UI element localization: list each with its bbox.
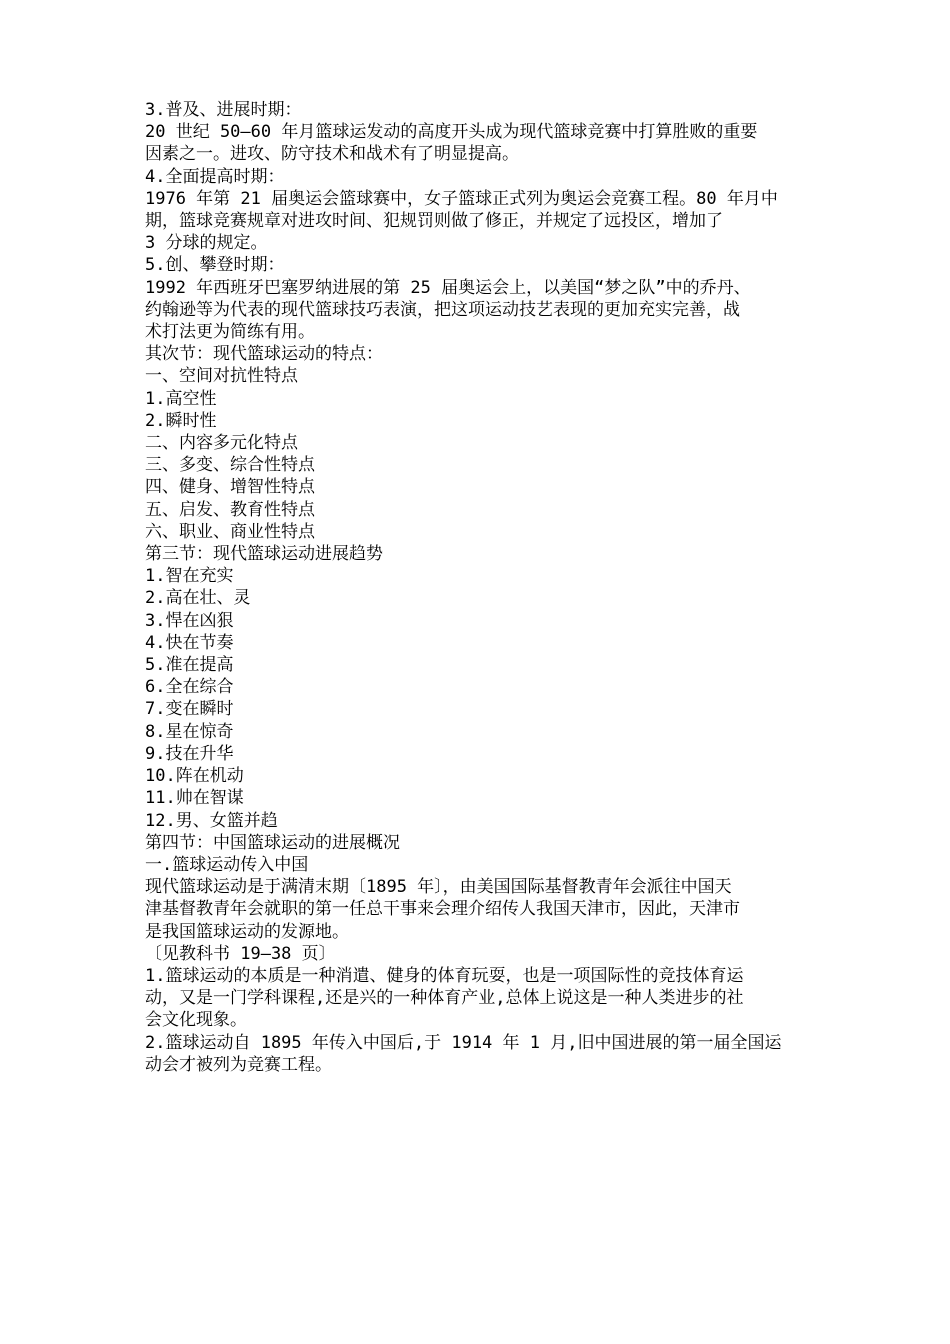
list-item: 4.快在节奏 <box>145 632 234 653</box>
paragraph-line: 1976 年第 21 届奥运会篮球赛中，女子篮球正式列为奥运会竞赛工程。80 年月中 <box>145 188 778 209</box>
list-item: 12.男、女篮并趋 <box>145 810 278 831</box>
list-item: 10.阵在机动 <box>145 766 244 787</box>
paragraph-line: 3 分球的规定。 <box>145 233 268 254</box>
list-item: 1.高空性 <box>145 388 217 409</box>
chapter-heading: 第四节：中国篮球运动的进展概况 <box>145 832 400 853</box>
paragraph-line: 术打法更为简练有用。 <box>145 322 315 343</box>
list-item: 2.瞬时性 <box>145 410 217 431</box>
section-heading: 5.创、攀登时期： <box>145 255 285 276</box>
paragraph-line: 期，篮球竞赛规章对进攻时间、犯规罚则做了修正，并规定了远投区，增加了 <box>145 211 723 232</box>
chapter-heading: 其次节：现代篮球运动的特点： <box>145 344 383 365</box>
paragraph-line: 动，又是一门学科课程,还是兴的一种体育产业,总体上说这是一种人类进步的社 <box>145 988 744 1009</box>
list-item: 6.全在综合 <box>145 677 234 698</box>
list-item: 四、健身、增智性特点 <box>145 477 315 498</box>
paragraph-line: 会文化现象。 <box>145 1010 247 1031</box>
section-heading: 4.全面提高时期： <box>145 166 285 187</box>
list-item: 二、内容多元化特点 <box>145 433 298 454</box>
list-item: 3.悍在凶狠 <box>145 610 234 631</box>
document-page <box>145 99 810 1076</box>
list-item: 7.变在瞬时 <box>145 699 234 720</box>
list-item: 1.智在充实 <box>145 566 234 587</box>
section-heading: 一.篮球运动传入中国 <box>145 854 309 875</box>
list-item: 六、职业、商业性特点 <box>145 521 315 542</box>
reference-note: 〔见教科书 19—38 页〕 <box>145 943 336 964</box>
section-heading: 3.普及、进展时期： <box>145 100 302 120</box>
paragraph-line: 是我国篮球运动的发源地。 <box>145 921 349 942</box>
list-item: 8.星在惊奇 <box>145 721 234 742</box>
list-item: 5.准在提高 <box>145 655 234 676</box>
list-item: 五、启发、教育性特点 <box>145 499 315 520</box>
paragraph-line: 因素之一。进攻、防守技术和战术有了明显提高。 <box>145 144 519 165</box>
list-item: 9.技在升华 <box>145 743 234 764</box>
list-item: 一、空间对抗性特点 <box>145 366 298 387</box>
paragraph-line: 2.篮球运动自 1895 年传入中国后,于 1914 年 1 月,旧中国进展的第一届全国运 <box>145 1032 782 1053</box>
list-item: 2.高在壮、灵 <box>145 588 251 609</box>
paragraph-line: 现代篮球运动是于满清末期〔1895 年〕，由美国国际基督教青年会派往中国天 <box>145 877 732 898</box>
list-item: 11.帅在智谋 <box>145 788 244 809</box>
paragraph-line: 动会才被列为竞赛工程。 <box>145 1054 332 1075</box>
paragraph-line: 1.篮球运动的本质是一种消遣、健身的体育玩耍，也是一项国际性的竞技体育运 <box>145 965 744 986</box>
paragraph-line: 1992 年西班牙巴塞罗纳进展的第 25 届奥运会上，以美国“梦之队”中的乔丹、 <box>145 277 751 298</box>
paragraph-line: 约翰逊等为代表的现代篮球技巧表演，把这项运动技艺表现的更加充实完善，战 <box>145 299 740 320</box>
chapter-heading: 第三节：现代篮球运动进展趋势 <box>145 544 383 565</box>
paragraph-line: 津基督教青年会就职的第一任总干事来会理介绍传人我国天津市，因此，天津市 <box>145 899 740 920</box>
list-item: 三、多变、综合性特点 <box>145 455 315 476</box>
paragraph-line: 20 世纪 50—60 年月篮球运发动的高度开头成为现代篮球竞赛中打算胜败的重要 <box>145 122 758 143</box>
